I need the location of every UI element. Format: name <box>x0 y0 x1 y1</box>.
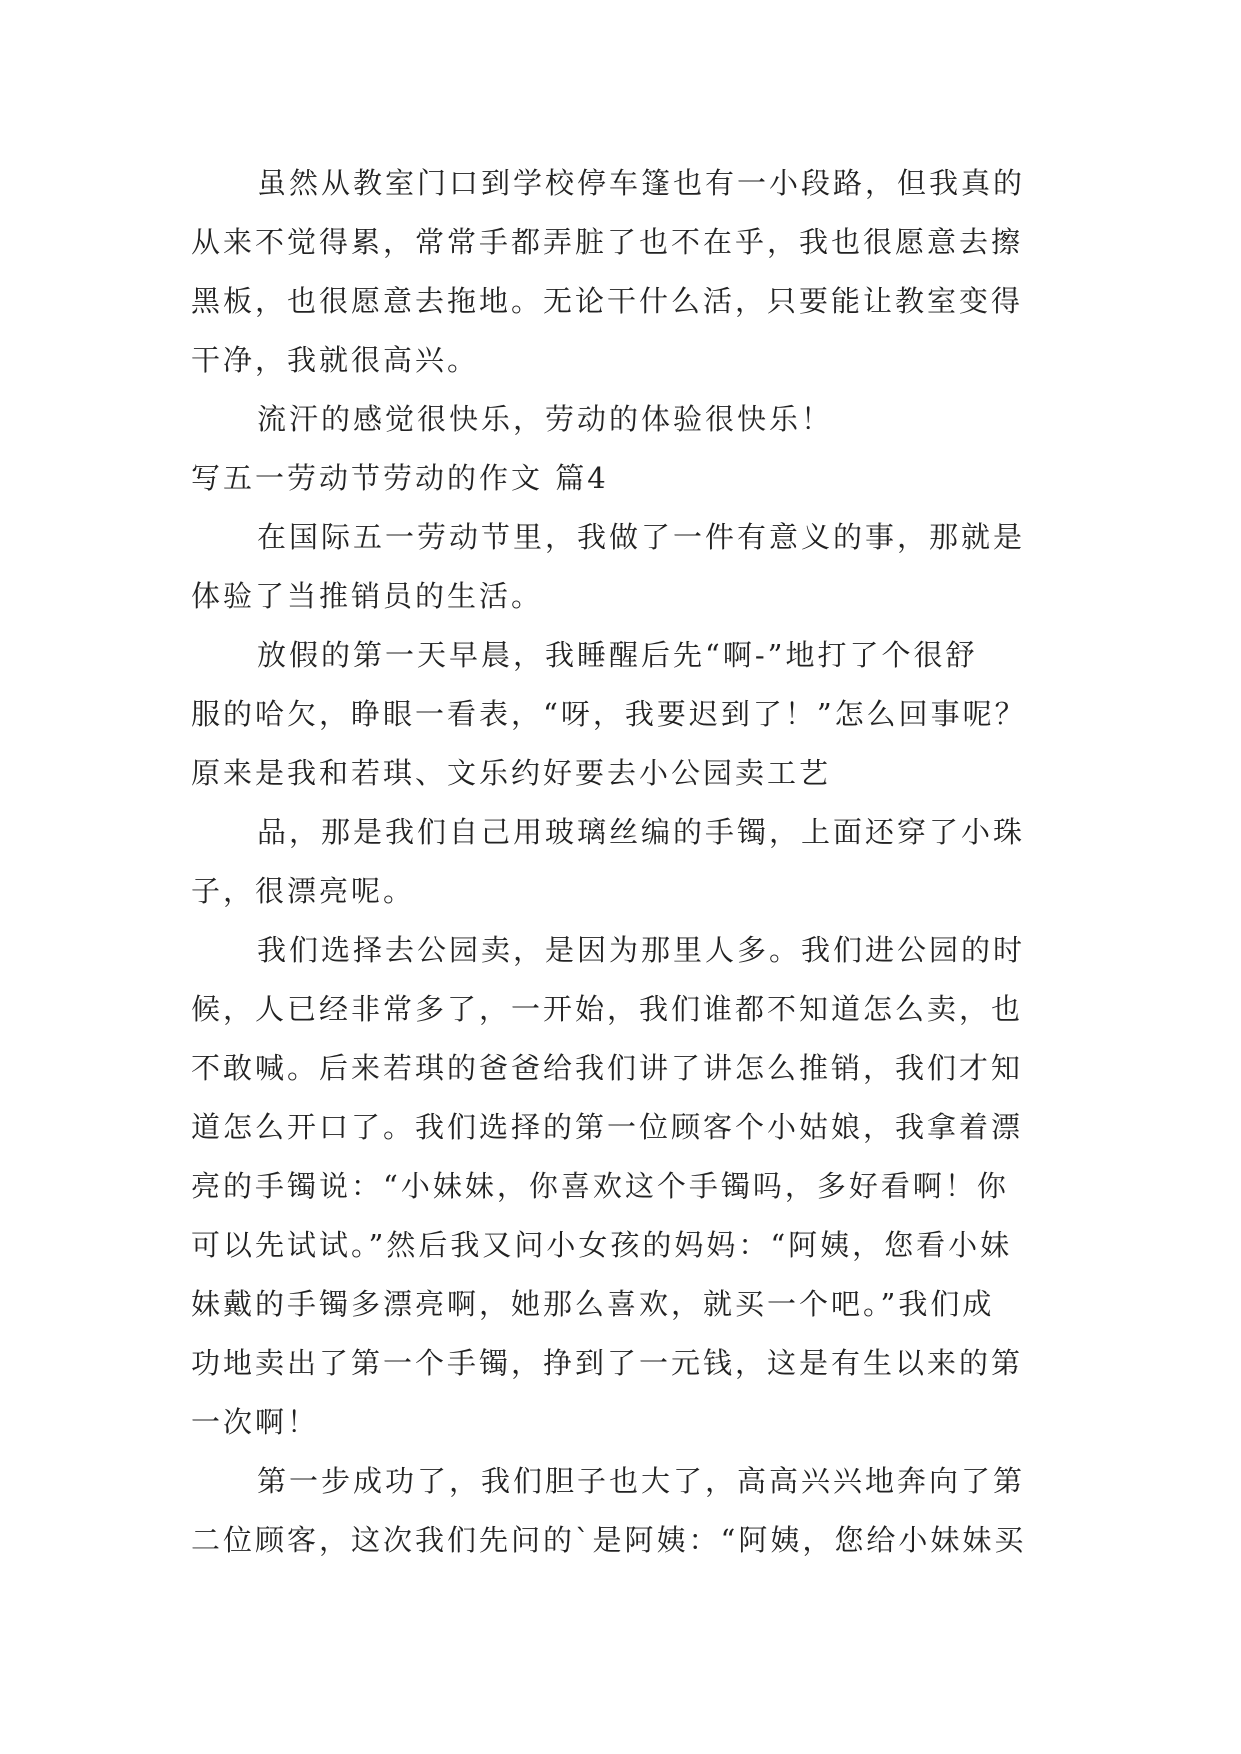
paragraph-line: 第一步成功了，我们胆子也大了，高高兴兴地奔向了第 <box>257 1464 1026 1498</box>
paragraph-line: 二位顾客，这次我们先问的`是阿姨：“阿姨，您给小妹妹买 <box>191 1523 1027 1557</box>
paragraph-line: 体验了当推销员的生活。 <box>191 579 544 613</box>
paragraph-line: 我们选择去公园卖，是因为那里人多。我们进公园的时 <box>257 933 1026 967</box>
paragraph-line: 功地卖出了第一个手镯，挣到了一元钱，这是有生以来的第 <box>191 1346 1024 1380</box>
paragraph-line: 流汗的感觉很快乐，劳动的体验很快乐！ <box>257 402 834 436</box>
paragraph-line: 道怎么开口了。我们选择的第一位顾客个小姑娘，我拿着漂 <box>191 1110 1024 1144</box>
paragraph-line: 可以先试试。”然后我又问小女孩的妈妈：“阿姨，您看小妹 <box>191 1228 1013 1262</box>
paragraph-line: 在国际五一劳动节里，我做了一件有意义的事，那就是 <box>257 520 1026 554</box>
paragraph-line: 从来不觉得累，常常手都弄脏了也不在乎，我也很愿意去擦 <box>191 225 1024 259</box>
paragraph-line: 子，很漂亮呢。 <box>191 874 416 908</box>
paragraph-line: 不敢喊。后来若琪的爸爸给我们讲了讲怎么推销，我们才知 <box>191 1051 1024 1085</box>
paragraph-line: 亮的手镯说：“小妹妹，你喜欢这个手镯吗，多好看啊！你 <box>191 1169 1009 1203</box>
paragraph-line: 品，那是我们自己用玻璃丝编的手镯，上面还穿了小珠 <box>257 815 1026 849</box>
paragraph-line: 干净，我就很高兴。 <box>191 343 480 377</box>
paragraph-line: 一次啊！ <box>191 1405 320 1439</box>
paragraph-line: 虽然从教室门口到学校停车篷也有一小段路，但我真的 <box>257 166 1026 200</box>
paragraph-line: 黑板，也很愿意去拖地。无论干什么活，只要能让教室变得 <box>191 284 1024 318</box>
paragraph-line: 放假的第一天早晨，我睡醒后先“啊-”地打了个很舒 <box>257 638 978 672</box>
paragraph-line: 服的哈欠，睁眼一看表，“呀，我要迟到了！”怎么回事呢？ <box>191 697 1027 731</box>
paragraph-line: 妹戴的手镯多漂亮啊，她那么喜欢，就买一个吧。”我们成 <box>191 1287 995 1321</box>
paragraph-line: 候，人已经非常多了，一开始，我们谁都不知道怎么卖，也 <box>191 992 1024 1026</box>
paragraph-line: 原来是我和若琪、文乐约好要去小公园卖工艺 <box>191 756 832 790</box>
section-heading: 写五一劳动节劳动的作文 篇4 <box>191 461 609 495</box>
